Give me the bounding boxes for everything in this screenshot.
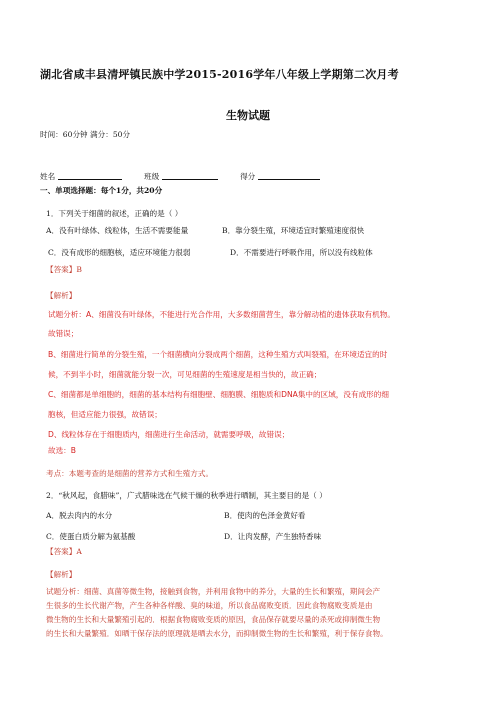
question-1-option-a: A．没有叶绿体、线粒体，生活不需要能量 [46, 226, 189, 235]
document-title: 湖北省咸丰县清坪镇民族中学2015-2016学年八年级上学期第二次月考 [40, 68, 399, 81]
question-2-option-c: C．使蛋白质分解为氨基酸 [46, 532, 136, 541]
document-subtitle: 生物试题 [226, 109, 270, 122]
question-1-analysis-line: 胞核，但适应能力很强，故错误； [48, 410, 162, 419]
question-2-answer: 【答案】A [46, 547, 82, 556]
question-1-analysis-line: D、线粒体存在于细胞质内，细菌进行生命活动，就需要呼吸，故错误； [48, 430, 290, 439]
question-2-option-a: A．脱去肉内的水分 [46, 511, 113, 520]
question-1-analysis-line: 故选：B [48, 446, 76, 455]
score-label: 得分 [240, 172, 256, 181]
question-1-analysis-line: 试题分析：A、细菌没有叶绿体，不能进行光合作用，大多数细菌营生，靠分解动植的遗体获取有机物。 [48, 310, 395, 319]
question-1-stem: 1．下列关于细菌的叙述，正确的是（ ） [46, 209, 183, 218]
class-label: 班级 [144, 172, 160, 181]
question-2-option-b: B．使肉的色泽金黄好看 [224, 511, 306, 520]
question-1-analysis-line: B、细菌进行简单的分裂生殖，一个细菌横向分裂成两个细菌，这种生殖方式叫裂殖，在环境适宜的时 [48, 350, 388, 359]
question-2-analysis-line: 微生物的生长和大量繁殖引起的．根据食物腐败变质的原因，食品保存就要尽量的杀死或抑制微生物 [46, 615, 381, 624]
question-1-analysis-line: 候，不到半小时，细菌就能分裂一次，可见细菌的生殖速度是相当快的，故正确； [48, 370, 322, 379]
question-1-analysis-line: C、细菌都是单细胞的，细菌的基本结构有细胞壁、细胞膜、细胞质和DNA集中的区域，没有成形的细 [48, 390, 389, 399]
question-1-analysis-line: 故错误； [48, 329, 79, 338]
question-2-analysis-line: 的生长和大量繁殖．如晒干保存法的原理就是晒去水分，而抑制微生物的生长和繁殖，利于保存食物。 [46, 629, 388, 638]
question-2-option-d: D．让肉发酵，产生独特香味 [224, 532, 322, 541]
question-1-option-d: D．不需要进行呼吸作用，所以没有线粒体 [230, 248, 373, 257]
name-blank [58, 171, 122, 180]
student-info-fields [40, 171, 340, 182]
question-2-analysis-line: 生很多的生长代谢产物，产生各种各样酸、臭的味道，所以食品腐败变质．因此食物腐败变质是由 [46, 601, 373, 610]
question-1-answer: 【答案】B [46, 265, 82, 274]
score-blank [258, 171, 320, 180]
question-1-kaodian: 考点：本题考查的是细菌的营养方式和生殖方式。 [46, 469, 214, 478]
question-1-option-b: B．靠分裂生殖，环境适宜时繁殖速度很快 [222, 226, 365, 235]
section-heading: 一、单项选择题：每个1分，共20分 [40, 186, 163, 195]
question-2-stem: 2．“秋风起，食腊味”，广式腊味选在气候干燥的秋季进行晒制，其主要目的是（ ） [46, 491, 327, 500]
question-2-analysis-label: 【解析】 [46, 570, 77, 579]
exam-meta: 时间：60分钟 满分：50分 [40, 130, 131, 139]
question-1-option-c: C．没有成形的细胞核，适应环境能力很弱 [48, 248, 191, 257]
name-label: 姓名 [40, 172, 56, 181]
question-2-analysis-line: 试题分析：细菌、真菌等微生物，接触到食物，并利用食物中的养分，大量的生长和繁殖，期间会产 [46, 587, 381, 596]
question-1-analysis-label: 【解析】 [46, 291, 77, 300]
class-blank [162, 171, 218, 180]
